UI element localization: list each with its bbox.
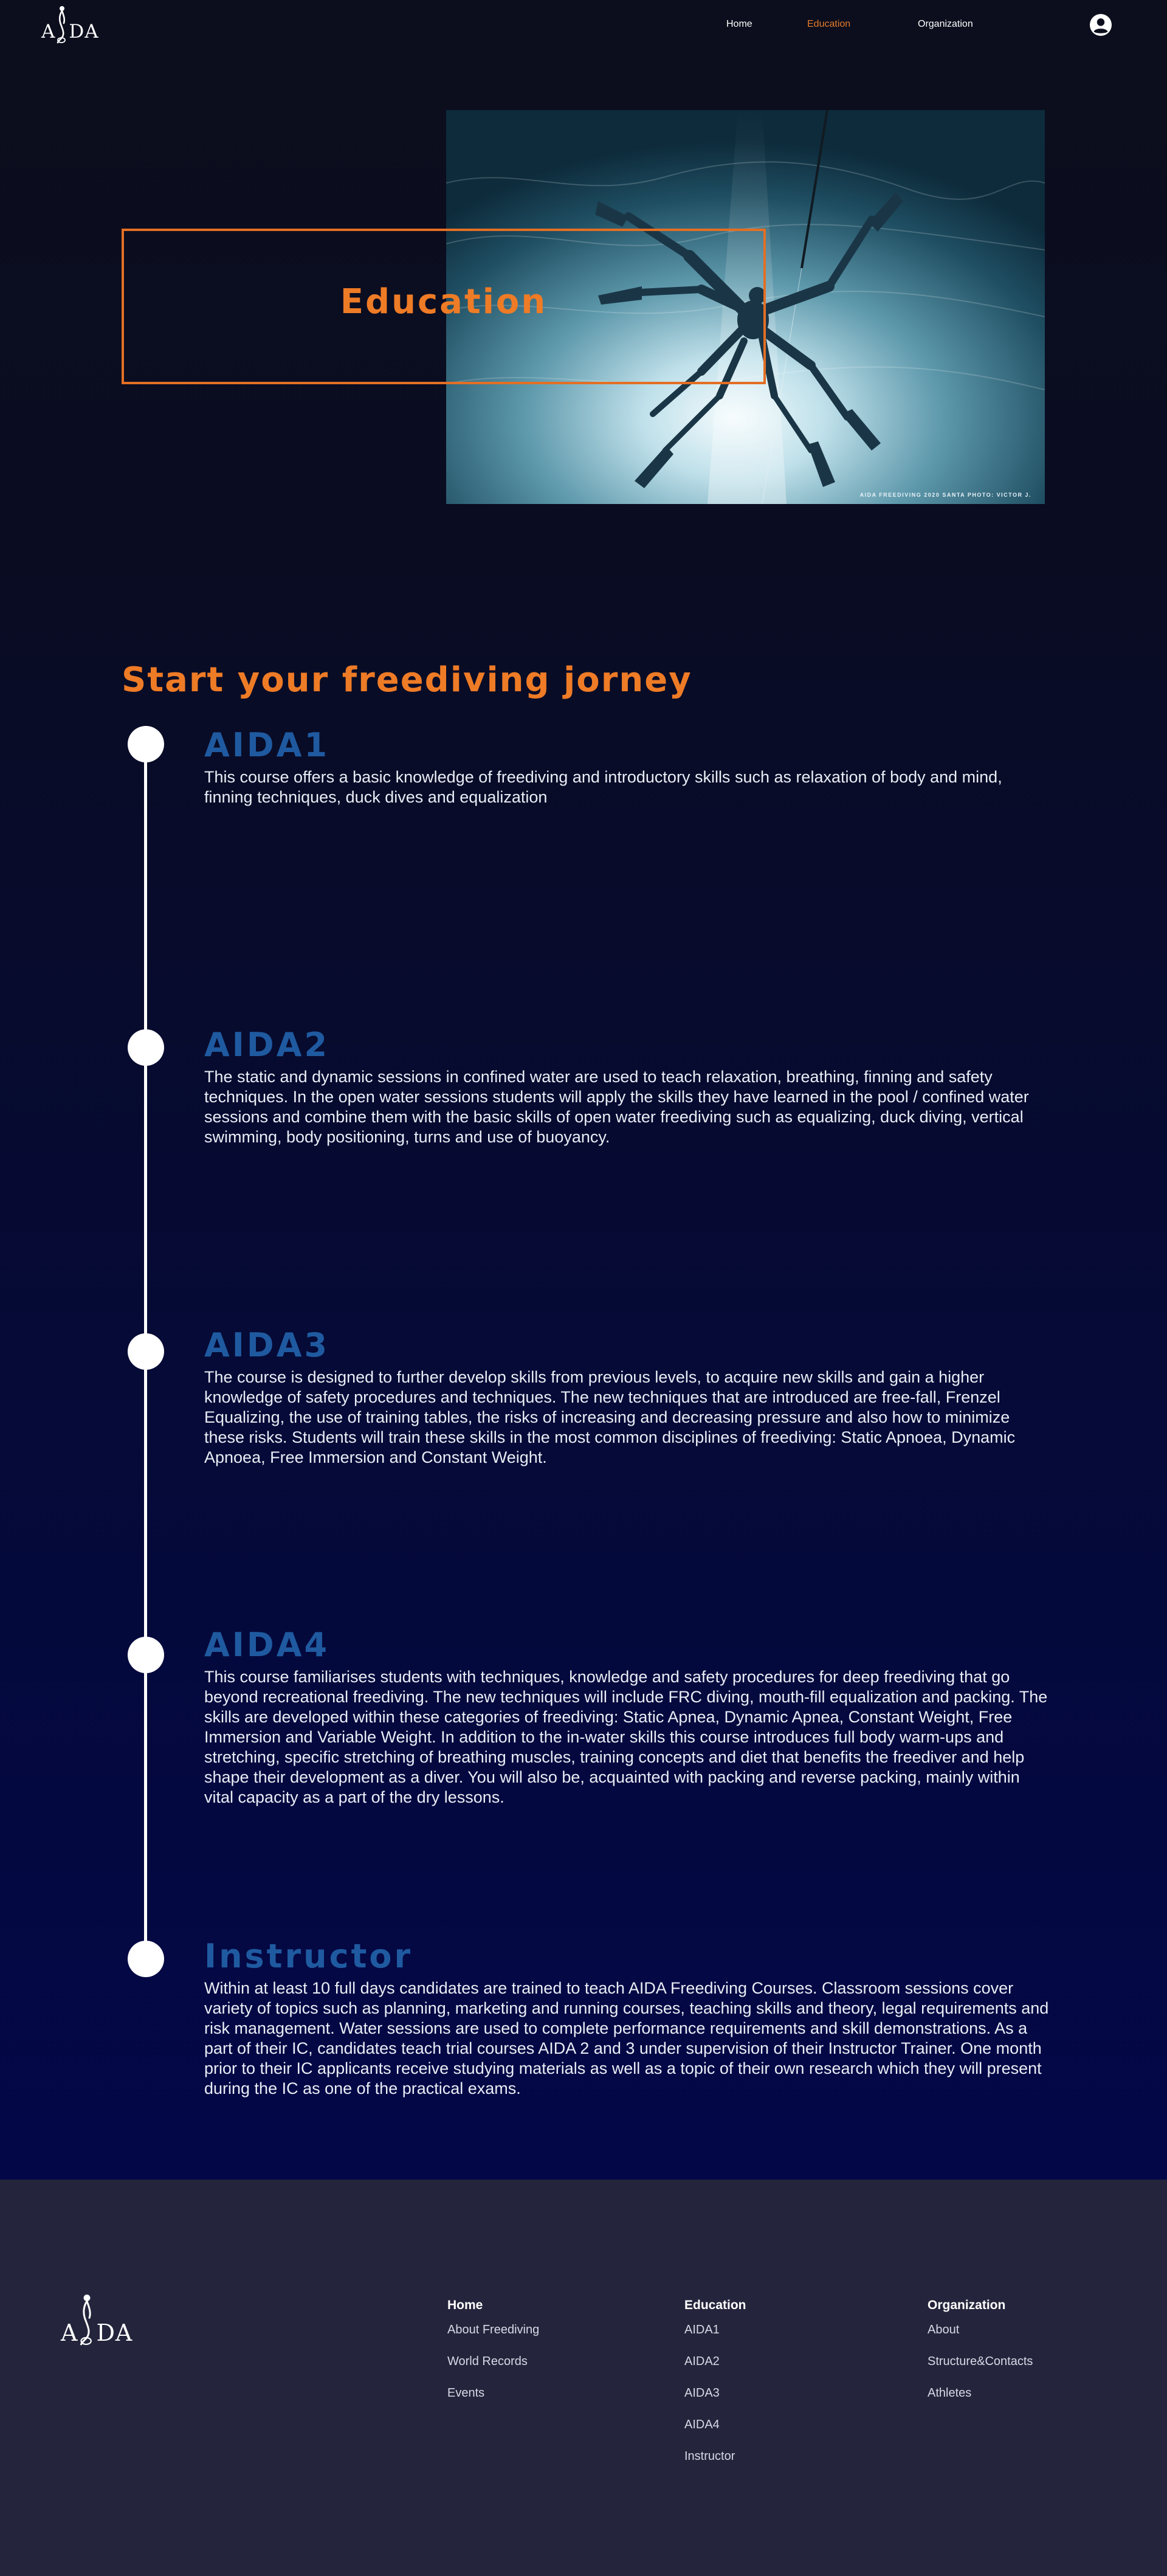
journey-heading: Start your freediving jorney <box>122 660 692 700</box>
user-circle-icon[interactable] <box>1089 13 1112 36</box>
nav-link-education[interactable]: Education <box>807 19 851 29</box>
course-description: The course is designed to further develop skills from previous levels, to acquire new skills and gain a higher knowledge of safety procedures and techniques. The new techniques that are introduced are free-fall, Frenzel Equalizing, the use of training tables, the risks of increasing and decreasing pressure and also how to minimize these risks. Students will train these skills in the most common disciplines of freediving: Static Apnoea, Dynamic Apnoea, Free Immersion and Constant Weight. <box>204 1368 1016 1466</box>
footer-link-aida3[interactable]: AIDA3 <box>684 2386 720 2400</box>
aida-logo[interactable] <box>41 5 99 44</box>
footer-link-about[interactable]: About <box>928 2323 960 2336</box>
top-navigation <box>0 0 1167 51</box>
footer-link-aida2[interactable]: AIDA2 <box>684 2355 720 2368</box>
footer-heading-organization[interactable]: Organization <box>928 2298 1006 2312</box>
timeline-dot-aida3 <box>128 1333 164 1370</box>
course-aida1 <box>204 726 1049 807</box>
nav-link-organization[interactable]: Organization <box>918 19 973 29</box>
course-description: The static and dynamic sessions in confined water are used to teach relaxation, breathing, finning and safety techniques. In the open water sessions students will apply the skills they have learned in the pool / confined water sessions and combine them with the basic skills of open water freediving such as equalizing, duck diving, vertical swimming, body positioning, turns and use of buoyancy. <box>204 1068 1029 1146</box>
footer-link-structure-contacts[interactable]: Structure&Contacts <box>928 2355 1033 2368</box>
logo-letter-a: A <box>41 21 56 43</box>
footer-column-education <box>684 2298 746 2481</box>
timeline-dot-instructor <box>128 1941 164 1977</box>
course-title: AIDA2 <box>204 1026 330 1064</box>
timeline-dot-aida4 <box>128 1637 164 1673</box>
footer-link-world-records[interactable]: World Records <box>447 2355 528 2368</box>
course-description: Within at least 10 full days candidates are trained to teach AIDA Freediving Courses. Classroom sessions cover variety of topics such as planning, marketing and running courses, teaching skills and theory, legal requirements and risk management. Water sessions are used to complete performance requirements and skill demonstrations. As a part of their IC, candidates teach trial courses AIDA 2 and 3 under supervision of their Instructor Trainer. One month prior to their IC applicants receive studying materials as well as a topic of their own research which they will present during the IC as one of the practical exams. <box>204 1979 1049 2098</box>
course-aida2 <box>204 1026 1049 1147</box>
footer-link-instructor[interactable]: Instructor <box>684 2450 735 2463</box>
logo-letter-a: A <box>61 2319 78 2346</box>
footer-heading-home[interactable]: Home <box>447 2298 483 2312</box>
page-title: Education <box>340 282 548 322</box>
course-title: Instructor <box>204 1937 413 1975</box>
course-instructor <box>204 1937 1049 2099</box>
course-description: This course offers a basic knowledge of freediving and introductory skills such as relaxation of body and mind, finning techniques, duck dives and equalization <box>204 768 1002 806</box>
footer-link-aida4[interactable]: AIDA4 <box>684 2418 720 2431</box>
freediver-figure-icon <box>78 2289 96 2350</box>
timeline-dot-aida2 <box>128 1029 164 1066</box>
course-title: AIDA4 <box>204 1626 330 1664</box>
footer-column-home <box>447 2298 539 2418</box>
course-description: This course familiarises students with techniques, knowledge and safety procedures for deep freediving that go beyond recreational freediving. The new techniques will include FRC diving, mouth-fill equalization and packing. The skills are developed within these categories of freediving: Static Apnea, Dynamic Apnea, Constant Weight, Free Immersion and Variable Weight. In addition to the in-water skills this course introduces full body warm-ups and stretching, specific stretching of breathing muscles, training concepts and diet that benefits the freediver and help shape their development as a diver. You will also be, acquainted with packing and reverse packing, mainly within vital capacity as a part of the dry lessons. <box>204 1668 1048 1806</box>
course-title: AIDA1 <box>204 726 330 764</box>
logo-letters-da: DA <box>96 2319 133 2346</box>
course-aida3 <box>204 1326 1049 1468</box>
site-footer <box>0 2180 1167 2576</box>
logo-letters-da: DA <box>69 21 99 43</box>
photo-credit: AIDA FREEDIVING 2020 SANTA PHOTO: VICTOR J. <box>859 492 1031 498</box>
footer-link-aida1[interactable]: AIDA1 <box>684 2323 720 2336</box>
footer-link-events[interactable]: Events <box>447 2386 485 2400</box>
nav-link-home[interactable]: Home <box>726 19 752 29</box>
footer-link-athletes[interactable]: Athletes <box>928 2386 972 2400</box>
footer-aida-logo[interactable] <box>61 2283 133 2350</box>
footer-heading-education[interactable]: Education <box>684 2298 746 2312</box>
timeline-dot-aida1 <box>128 726 164 762</box>
footer-link-about-freediving[interactable]: About Freediving <box>447 2323 540 2336</box>
course-aida4 <box>204 1626 1049 1808</box>
freediver-figure-icon <box>55 5 69 44</box>
course-title: AIDA3 <box>204 1326 330 1364</box>
footer-column-organization <box>928 2298 1033 2418</box>
